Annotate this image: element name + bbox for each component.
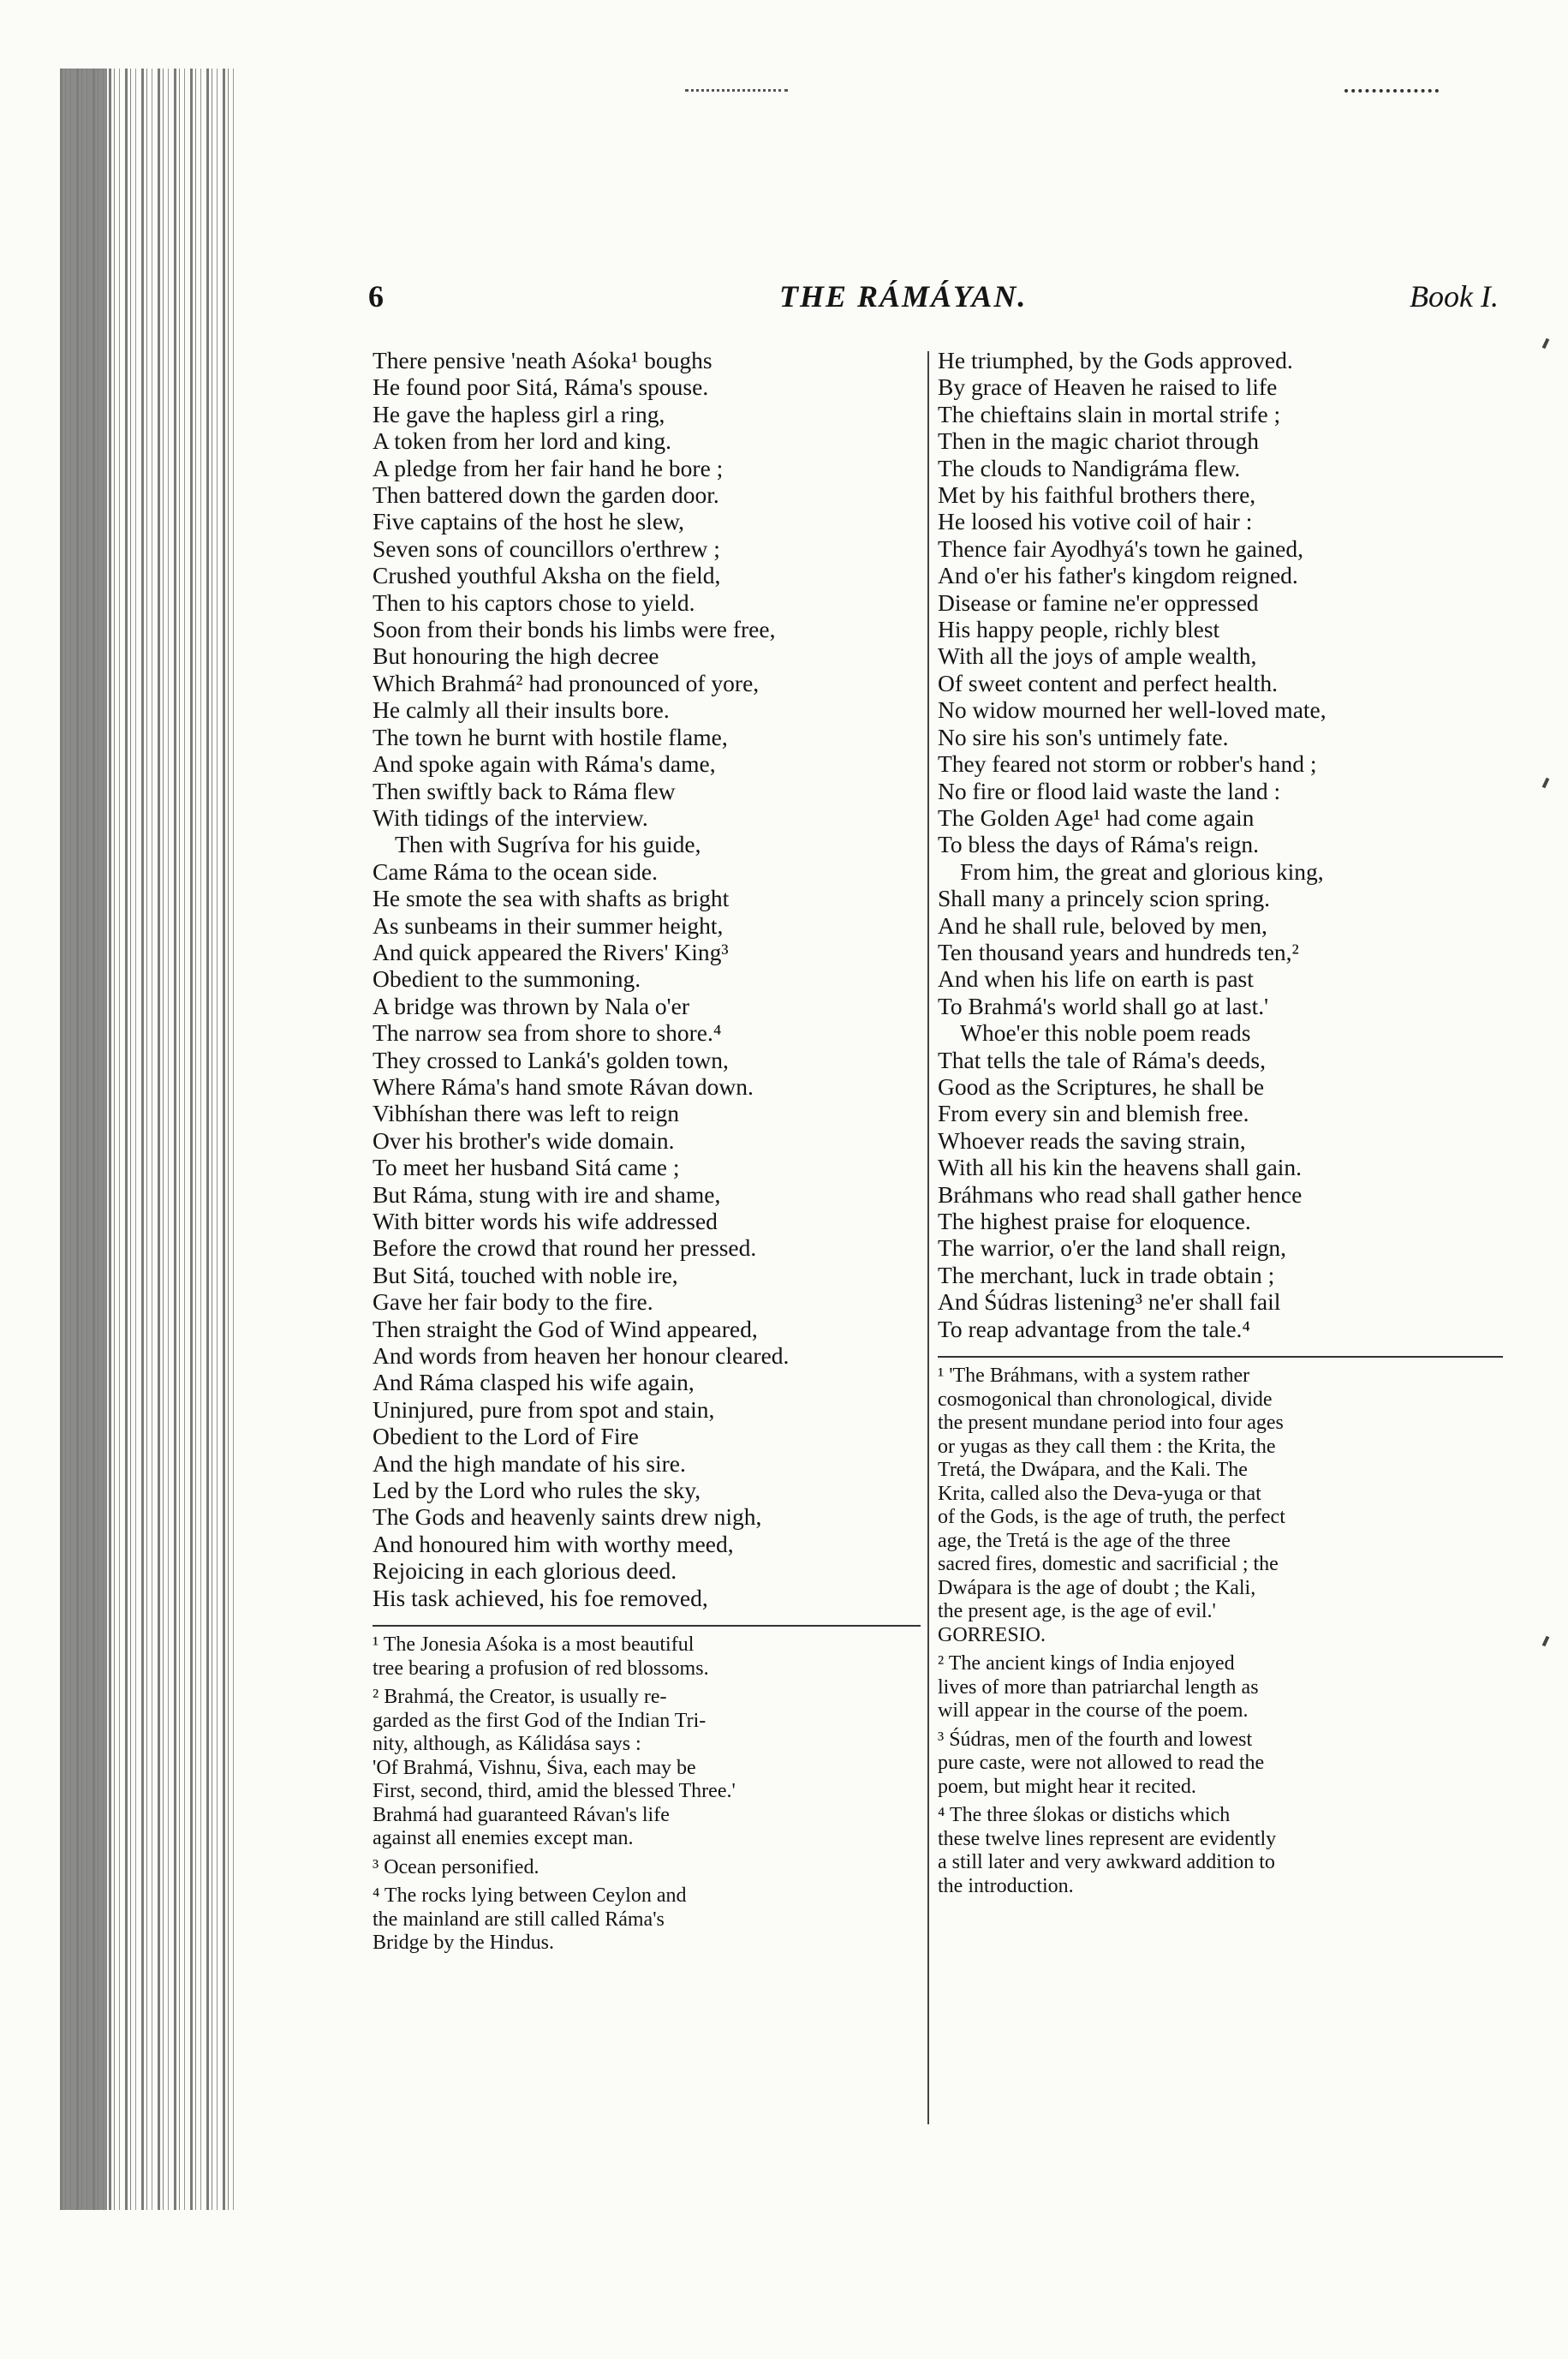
- scan-mark: [1542, 1636, 1550, 1647]
- verse-line: Before the crowd that round her pressed.: [373, 1234, 757, 1262]
- verse-line: And quick appeared the Rivers' King³: [373, 938, 729, 965]
- footnote-rule: [938, 1356, 1503, 1358]
- verse-line: He loosed his votive coil of hair :: [938, 508, 1253, 535]
- verse-line: They feared not storm or robber's hand ;: [938, 750, 1317, 778]
- footnote-line: ⁴ The rocks lying between Ceylon and: [373, 1884, 687, 1908]
- verse-line: And spoke again with Ráma's dame,: [373, 750, 716, 778]
- verse-line: Whoever reads the saving strain,: [938, 1126, 1246, 1154]
- verse-line: And o'er his father's kingdom reigned.: [938, 562, 1298, 589]
- verse-stanza: [938, 858, 1503, 1019]
- verse-line: Good as the Scriptures, he shall be: [938, 1072, 1265, 1100]
- footnote: [938, 1804, 1503, 1898]
- verse-line: Led by the Lord who rules the sky,: [373, 1477, 701, 1504]
- verse-line: As sunbeams in their summer height,: [373, 911, 724, 939]
- footnote-line: Krita, called also the Deva-yuga or that: [938, 1482, 1261, 1505]
- footnote-line: ² The ancient kings of India enjoyed: [938, 1652, 1235, 1675]
- left-column: [373, 347, 921, 1961]
- verse-line: The clouds to Nandigráma flew.: [938, 454, 1241, 481]
- verse-line: There pensive 'neath Aśoka¹ boughs: [373, 347, 712, 373]
- verse-line: Soon from their bonds his limbs were free,: [373, 616, 776, 643]
- footnote-line: garded as the first God of the Indian Tri-: [373, 1709, 706, 1732]
- verse-line: Obedient to the summoning.: [373, 965, 641, 993]
- running-title: THE RÁMÁYAN.: [779, 279, 1028, 314]
- verse-line: Then in the magic chariot through: [938, 427, 1259, 455]
- verse-line: But honouring the high decree: [373, 642, 659, 670]
- verse-line: That tells the tale of Ráma's deeds,: [938, 1046, 1266, 1073]
- verse-line: The Golden Age¹ had come again: [938, 803, 1255, 831]
- verse-line: To bless the days of Ráma's reign.: [938, 831, 1259, 858]
- footnote-line: lives of more than patriarchal length as: [938, 1675, 1259, 1699]
- verse-line: Disease or famine ne'er oppressed: [938, 588, 1259, 616]
- verse-line: And he shall rule, beloved by men,: [938, 911, 1267, 939]
- verse-line: Ten thousand years and hundreds ten,²: [938, 938, 1299, 965]
- verse-line: The chieftains slain in mortal strife ;: [938, 400, 1281, 427]
- scan-mark: [1542, 338, 1550, 349]
- verse-line: And honoured him with worthy meed,: [373, 1530, 734, 1557]
- column-divider: [927, 351, 929, 2124]
- footnote-line: of the Gods, is the age of truth, the perfect: [938, 1506, 1285, 1529]
- verse-line: And the high mandate of his sire.: [373, 1449, 686, 1477]
- verse-line: With tidings of the interview.: [373, 803, 648, 831]
- footnote-line: cosmogonical than chronological, divide: [938, 1388, 1273, 1411]
- page-number: 6: [368, 279, 384, 314]
- verse-line: Obedient to the Lord of Fire: [373, 1423, 639, 1450]
- verse-line: Thence fair Ayodhyá's town he gained,: [938, 535, 1304, 562]
- verse-line: To Brahmá's world shall go at last.': [938, 992, 1269, 1019]
- footnote-line: 'Of Brahmá, Vishnu, Śiva, each may be: [373, 1756, 696, 1779]
- verse-line: The warrior, o'er the land shall reign,: [938, 1234, 1287, 1262]
- verse-line: Of sweet content and perfect health.: [938, 669, 1279, 696]
- verse-line: To meet her husband Sitá came ;: [373, 1154, 680, 1181]
- right-column: [938, 347, 1503, 1903]
- footnote: [938, 1652, 1503, 1723]
- verse-stanza: [373, 347, 921, 831]
- verse-line: But Ráma, stung with ire and shame,: [373, 1180, 721, 1208]
- footnote-rule: [373, 1625, 921, 1627]
- book-label: Book I.: [1410, 279, 1499, 314]
- verse-line: But Sitá, touched with noble ire,: [373, 1261, 678, 1288]
- verse-line: Rejoicing in each glorious deed.: [373, 1557, 677, 1585]
- footnote-line: will appear in the course of the poem.: [938, 1699, 1249, 1723]
- footnote-line: Bridge by the Hindus.: [373, 1932, 554, 1955]
- verse-line: And Śúdras listening³ ne'er shall fail: [938, 1288, 1281, 1316]
- verse-stanza: [938, 347, 1503, 858]
- footnote-line: Tretá, the Dwápara, and the Kali. The: [938, 1459, 1248, 1482]
- verse-line: He gave the hapless girl a ring,: [373, 400, 665, 427]
- scan-edge-artifact: [60, 69, 235, 2210]
- verse-line: From every sin and blemish free.: [938, 1100, 1249, 1127]
- verse-stanza: [373, 831, 921, 1611]
- footnote-line: or yugas as they call them : the Krita, the: [938, 1435, 1276, 1458]
- verse-line: He triumphed, by the Gods approved.: [938, 347, 1293, 373]
- scan-mark: [1542, 778, 1550, 789]
- verse-line: The merchant, luck in trade obtain ;: [938, 1261, 1275, 1288]
- verse-line: With all his kin the heavens shall gain.: [938, 1154, 1303, 1181]
- footnote-line: ¹ The Jonesia Aśoka is a most beautiful: [373, 1633, 695, 1657]
- verse-line: He calmly all their insults bore.: [373, 696, 670, 724]
- verse-line: Bráhmans who read shall gather hence: [938, 1180, 1303, 1208]
- verse-line: With all the joys of ample wealth,: [938, 642, 1257, 670]
- footnote-line: ³ Śúdras, men of the fourth and lowest: [938, 1728, 1253, 1751]
- footnote: [373, 1633, 921, 1681]
- verse-line: From him, the great and glorious king,: [960, 857, 1324, 885]
- verse-line: His happy people, richly blest: [938, 616, 1220, 643]
- running-header: [368, 278, 1499, 321]
- verse-line: Then battered down the garden door.: [373, 481, 719, 509]
- footnote-line: pure caste, were not allowed to read the: [938, 1752, 1265, 1775]
- footnote: [373, 1884, 921, 1956]
- footnote-line: ¹ 'The Bráhmans, with a system rather: [938, 1365, 1250, 1388]
- verse-line: Over his brother's wide domain.: [373, 1126, 675, 1154]
- verse-line: A pledge from her fair hand he bore ;: [373, 454, 724, 481]
- footnote-line: the present age, is the age of evil.': [938, 1600, 1216, 1623]
- verse-line: And Ráma clasped his wife again,: [373, 1369, 695, 1396]
- verse-line: By grace of Heaven he raised to life: [938, 373, 1278, 401]
- verse-line: No widow mourned her well-loved mate,: [938, 696, 1327, 724]
- verse-line: A bridge was thrown by Nala o'er: [373, 992, 690, 1019]
- verse-line: Five captains of the host he slew,: [373, 508, 685, 535]
- verse-line: Uninjured, pure from spot and stain,: [373, 1395, 715, 1423]
- verse-line: And words from heaven her honour cleared.: [373, 1342, 790, 1370]
- footnote-line: ³ Ocean personified.: [373, 1855, 540, 1878]
- footnote-line: ⁴ The three ślokas or distichs which: [938, 1804, 1231, 1827]
- verse-line: Then to his captors chose to yield.: [373, 588, 695, 616]
- verse-line: His task achieved, his foe removed,: [373, 1584, 708, 1611]
- footnote-line: Brahmá had guaranteed Rávan's life: [373, 1803, 670, 1826]
- verse-line: No sire his son's untimely fate.: [938, 723, 1229, 750]
- verse-line: To reap advantage from the tale.⁴: [938, 1315, 1250, 1342]
- verse-line: Crushed youthful Aksha on the field,: [373, 562, 721, 589]
- footnote-line: the mainland are still called Ráma's: [373, 1908, 665, 1931]
- verse-line: He found poor Sitá, Ráma's spouse.: [373, 373, 709, 401]
- verse-line: Where Ráma's hand smote Rávan down.: [373, 1072, 754, 1100]
- verse-line: Then swiftly back to Ráma flew: [373, 777, 676, 804]
- scan-mark: [685, 89, 788, 97]
- footnote-line: a still later and very awkward addition to: [938, 1851, 1275, 1874]
- verse-line: Which Brahmá² had pronounced of yore,: [373, 669, 760, 696]
- footnote-line: the introduction.: [938, 1874, 1074, 1897]
- verse-line: Seven sons of councillors o'erthrew ;: [373, 535, 720, 562]
- verse-line: Then straight the God of Wind appeared,: [373, 1315, 758, 1342]
- footnote-line: GORRESIO.: [938, 1623, 1046, 1646]
- verse-line: The Gods and heavenly saints drew nigh,: [373, 1503, 762, 1531]
- footnote-line: ² Brahmá, the Creator, is usually re-: [373, 1686, 667, 1709]
- footnote-line: nity, although, as Kálidása says :: [373, 1733, 641, 1756]
- footnote-line: Dwápara is the age of doubt ; the Kali,: [938, 1576, 1256, 1599]
- verse-line: They crossed to Lanká's golden town,: [373, 1046, 729, 1073]
- verse-line: The narrow sea from shore to shore.⁴: [373, 1019, 722, 1047]
- verse-line: The highest praise for eloquence.: [938, 1208, 1251, 1234]
- verse-line: He smote the sea with shafts as bright: [373, 885, 730, 912]
- footnote: [938, 1729, 1503, 1800]
- verse-line: And when his life on earth is past: [938, 965, 1254, 993]
- footnote: [938, 1365, 1503, 1647]
- verse-line: Shall many a princely scion spring.: [938, 885, 1270, 912]
- footnotes: [938, 1365, 1503, 1898]
- verse-stanza: [938, 1019, 1503, 1342]
- verse-line: A token from her lord and king.: [373, 427, 672, 455]
- footnote-line: age, the Tretá is the age of the three: [938, 1529, 1231, 1552]
- verse-line: Whoe'er this noble poem reads: [960, 1019, 1251, 1047]
- verse-line: Gave her fair body to the fire.: [373, 1288, 653, 1316]
- footnote-line: tree bearing a profusion of red blossoms.: [373, 1657, 709, 1680]
- verse-line: No fire or flood laid waste the land :: [938, 777, 1281, 804]
- footnote-line: the present mundane period into four ages: [938, 1412, 1284, 1435]
- verse-line: Met by his faithful brothers there,: [938, 481, 1256, 509]
- verse-line: Vibhíshan there was left to reign: [373, 1100, 680, 1127]
- footnotes: [373, 1633, 921, 1956]
- verse-line: Then with Sugríva for his guide,: [395, 831, 701, 858]
- scan-mark: [1344, 89, 1439, 99]
- footnote-line: poem, but might hear it recited.: [938, 1775, 1196, 1798]
- footnote-line: against all enemies except man.: [373, 1827, 634, 1850]
- verse-line: With bitter words his wife addressed: [373, 1208, 718, 1234]
- footnote: [373, 1686, 921, 1851]
- footnote-line: First, second, third, amid the blessed Three.': [373, 1780, 736, 1803]
- footnote: [373, 1856, 921, 1880]
- footnote-line: sacred fires, domestic and sacrificial ; the: [938, 1553, 1279, 1576]
- footnote-line: these twelve lines represent are evidently: [938, 1827, 1277, 1850]
- verse-line: Came Ráma to the ocean side.: [373, 857, 658, 885]
- verse-line: The town he burnt with hostile flame,: [373, 723, 728, 750]
